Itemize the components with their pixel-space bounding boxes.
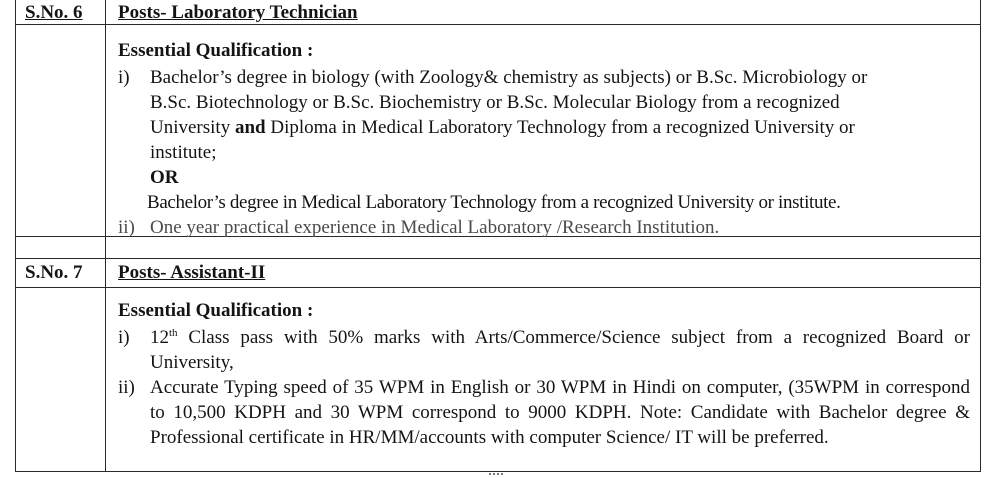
qualification-item-i xyxy=(118,325,970,375)
item-text: 12th Class pass with 50% marks with Arts/Commerce/Science subject from a recognized Board or University, xyxy=(150,327,970,373)
row-divider xyxy=(16,287,980,288)
alternative-qualification: Bachelor’s degree in Medical Laboratory Technology from a recognized University or institute. xyxy=(147,192,841,213)
serial-number-6: S.No. 6 xyxy=(25,2,83,23)
item-number: ii) xyxy=(118,377,135,398)
or-separator: OR xyxy=(150,167,179,188)
page-number-fragment xyxy=(489,473,503,478)
superscript: th xyxy=(169,327,178,339)
item-line: institute; xyxy=(150,142,217,163)
item-text: One year practical experience in Medical Laboratory /Research Institution. xyxy=(150,217,720,238)
bold-and: and xyxy=(234,117,266,138)
qualification-table xyxy=(15,0,981,472)
post-title-assistant-ii: Posts- Assistant-II xyxy=(118,262,266,283)
post-title-lab-technician: Posts- Laboratory Technician xyxy=(118,2,358,23)
item-line: B.Sc. Biotechnology or B.Sc. Biochemistry or B.Sc. Molecular Biology from a recognized xyxy=(150,92,840,113)
item-line: Bachelor’s degree in biology (with Zoology& chemistry as subjects) or B.Sc. Microbiology or xyxy=(150,67,868,88)
item-text: Accurate Typing speed of 35 WPM in English or 30 WPM in Hindi on computer, (35WPM in correspond to 10,500 KDPH and 30 WPM correspond to 9000 KDPH. Note: Candidate with Bachelor degree & Professional certificate in HR/MM/accounts with computer Science/ IT will be preferred. xyxy=(150,377,970,448)
item-number: i) xyxy=(118,327,130,348)
item-line: University and Diploma in Medical Laboratory Technology from a recognized University or xyxy=(150,117,855,138)
item-number: i) xyxy=(118,67,130,88)
qualification-item-ii xyxy=(118,215,970,240)
qualification-item-ii xyxy=(118,375,970,450)
section6-qualification xyxy=(118,38,970,240)
essential-qualification-label: Essential Qualification : xyxy=(118,300,314,321)
qualification-item-i xyxy=(118,65,970,165)
section7-qualification xyxy=(118,298,970,450)
item-number: ii) xyxy=(118,217,135,238)
row-divider xyxy=(16,24,980,25)
essential-qualification-label: Essential Qualification : xyxy=(118,40,314,61)
row-divider xyxy=(16,258,980,259)
serial-number-7: S.No. 7 xyxy=(25,262,83,283)
